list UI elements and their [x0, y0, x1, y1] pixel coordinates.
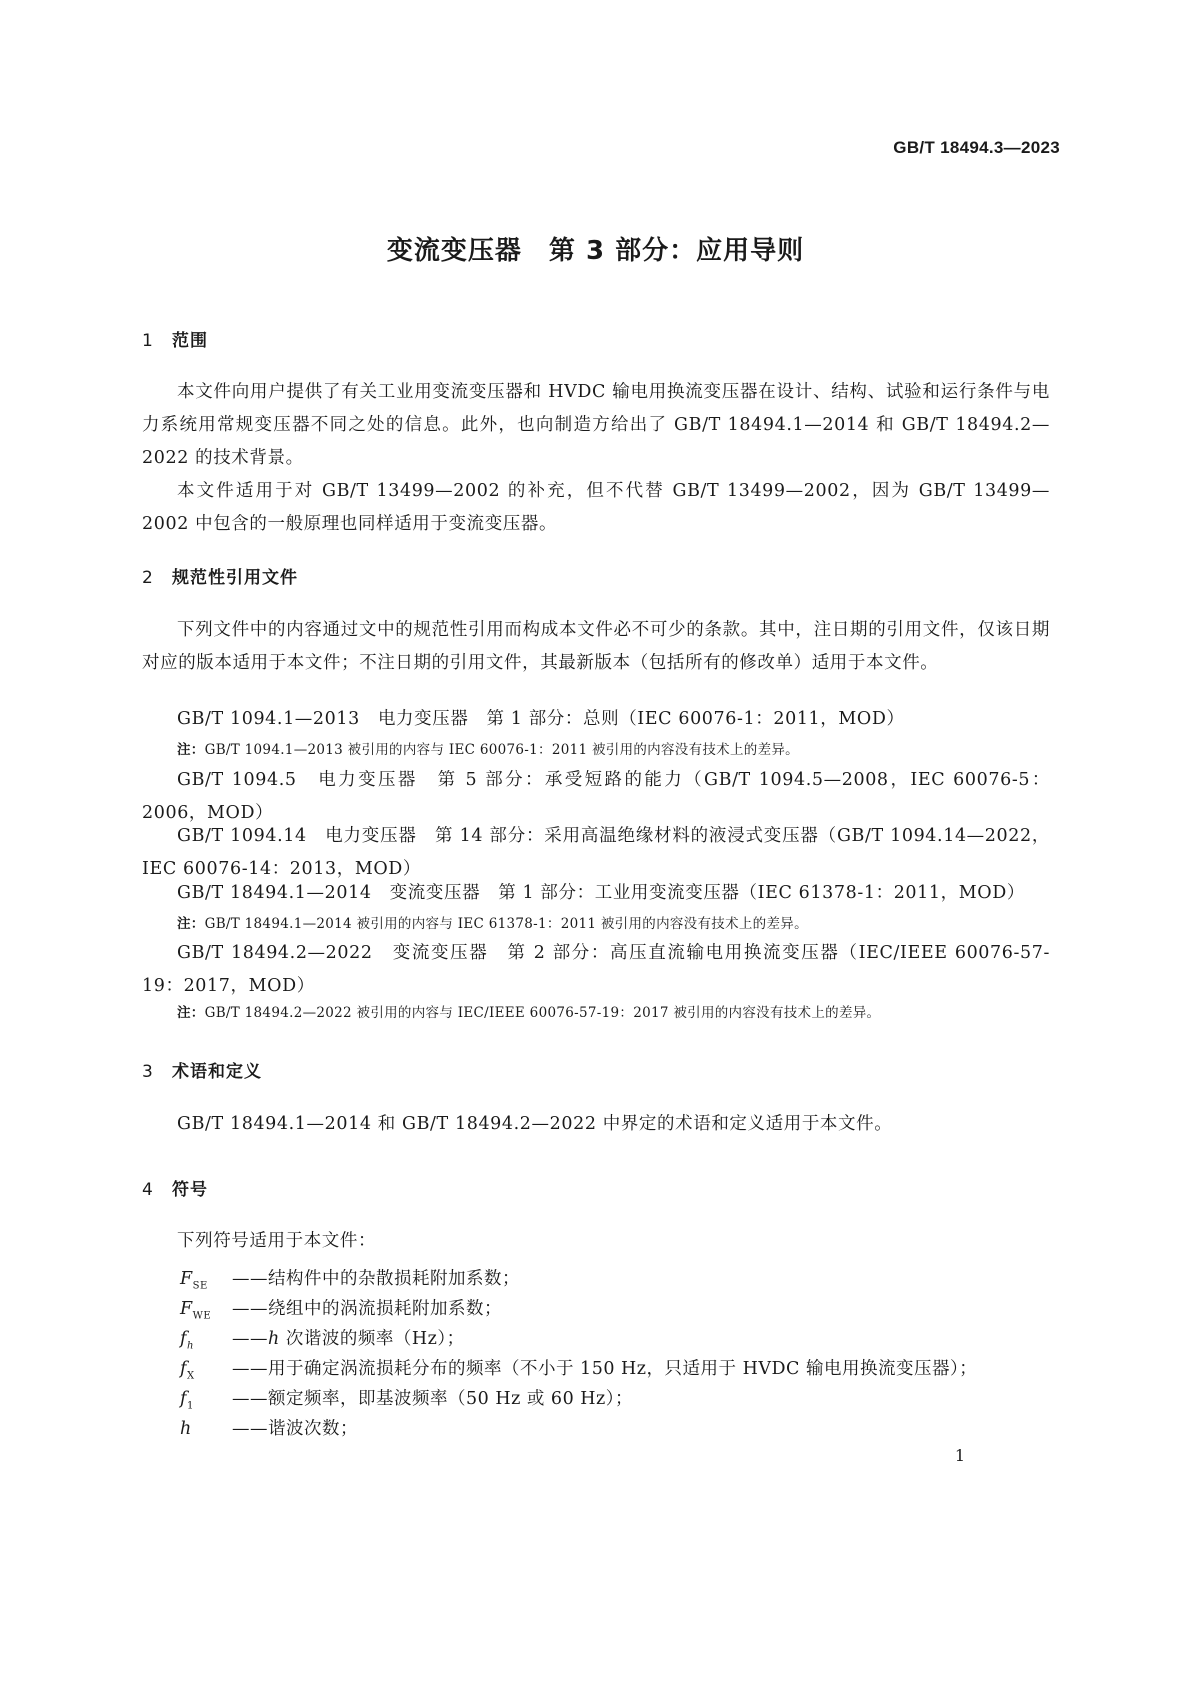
symbol: $F_{WE}$: [180, 1299, 212, 1322]
document-title: 变流变压器 第 3 部分：应用导则: [386, 236, 805, 266]
page-number: 1: [954, 1446, 965, 1465]
section-number: 4: [142, 1180, 154, 1200]
symbol: $f_1$: [180, 1389, 194, 1412]
symbol: $f_h$: [180, 1329, 194, 1352]
note-text: GB/T 1094.1—2013 被引用的内容与 IEC 60076-1：2011 被引用的内容没有技术上的差异。: [204, 742, 799, 758]
symbol: $F_{SE}$: [180, 1269, 208, 1292]
section-title: 术语和定义: [172, 1062, 262, 1082]
symbol-description: ——谐波次数；: [232, 1419, 358, 1439]
section-1-heading: [142, 326, 208, 351]
symbols-intro: 下列符号适用于本文件：: [177, 1231, 377, 1251]
symbol-description: ——结构件中的杂散损耗附加系数；: [232, 1269, 520, 1289]
note-label: 注：: [177, 742, 205, 758]
reference-item: GB/T 18494.1—2014 变流变压器 第 1 部分：工业用变流变压器（IEC 61378-1：2011，MOD）: [177, 883, 1025, 903]
reference-item: GB/T 1094.1—2013 电力变压器 第 1 部分：总则（IEC 60076-1：2011，MOD）: [177, 709, 905, 729]
symbol-description: ——绕组中的涡流损耗附加系数；: [232, 1299, 502, 1319]
symbol-item: [180, 1325, 465, 1352]
normative-intro: 下列文件中的内容通过文中的规范性引用而构成本文件必不可少的条款。其中，注日期的引用文件，仅该日期对应的版本适用于本文件；不注日期的引用文件，其最新版本（包括所有的修改单）适用于本文件。: [142, 620, 1050, 673]
symbol-description: ——h 次谐波的频率（Hz）；: [232, 1329, 465, 1349]
section-number: 3: [142, 1062, 154, 1082]
symbol-description: ——用于确定涡流损耗分布的频率（不小于 150 Hz，只适用于 HVDC 输电用换流变压器）；: [232, 1359, 978, 1379]
symbol: $f_X$: [180, 1359, 195, 1382]
reference-item: GB/T 1094.5 电力变压器 第 5 部分：承受短路的能力（GB/T 1094.5—2008，IEC 60076-5：2006，MOD）: [142, 770, 1050, 823]
section-number: 1: [142, 331, 154, 351]
reference-note: [177, 912, 808, 932]
standard-code: GB/T 18494.3—2023: [893, 138, 1060, 157]
reference-item: GB/T 1094.14 电力变压器 第 14 部分：采用高温绝缘材料的液浸式变压器（GB/T 1094.14—2022，IEC 60076-14：2013，MOD）: [142, 826, 1050, 879]
section-3-heading: [142, 1057, 262, 1082]
symbol-item: [180, 1385, 633, 1412]
symbol-item: [180, 1265, 520, 1292]
note-text: GB/T 18494.2—2022 被引用的内容与 IEC/IEEE 60076-57-19：2017 被引用的内容没有技术上的差异。: [204, 1005, 881, 1021]
section-title: 符号: [172, 1180, 208, 1200]
symbol-item: [180, 1355, 977, 1382]
section-title: 规范性引用文件: [172, 568, 298, 588]
symbol: h: [180, 1419, 192, 1439]
terms-paragraph: GB/T 18494.1—2014 和 GB/T 18494.2—2022 中界定的术语和定义适用于本文件。: [177, 1114, 893, 1134]
note-text: GB/T 18494.1—2014 被引用的内容与 IEC 61378-1：2011 被引用的内容没有技术上的差异。: [204, 916, 808, 932]
section-4-heading: [142, 1175, 208, 1200]
section-title: 范围: [172, 331, 208, 351]
symbol-item: [180, 1415, 358, 1440]
note-label: 注：: [177, 916, 205, 932]
reference-note: [177, 1001, 880, 1021]
scope-paragraph-2: 本文件适用于对 GB/T 13499—2002 的补充，但不代替 GB/T 13499—2002，因为 GB/T 13499—2002 中包含的一般原理也同样适用于变流变压器。: [142, 481, 1050, 534]
symbol-description: ——额定频率，即基波频率（50 Hz 或 60 Hz）；: [232, 1389, 633, 1409]
reference-note: [177, 738, 799, 758]
reference-item: GB/T 18494.2—2022 变流变压器 第 2 部分：高压直流输电用换流变压器（IEC/IEEE 60076-57-19：2017，MOD）: [142, 943, 1050, 996]
scope-paragraph-1: 本文件向用户提供了有关工业用变流变压器和 HVDC 输电用换流变压器在设计、结构、试验和运行条件与电力系统用常规变压器不同之处的信息。此外，也向制造方给出了 GB/T 18494.1—2014 和 GB/T 18494.2—2022 的技术背景。: [142, 382, 1050, 468]
section-number: 2: [142, 568, 154, 588]
section-2-heading: [142, 563, 298, 588]
symbol-item: [180, 1295, 502, 1322]
note-label: 注：: [177, 1005, 205, 1021]
